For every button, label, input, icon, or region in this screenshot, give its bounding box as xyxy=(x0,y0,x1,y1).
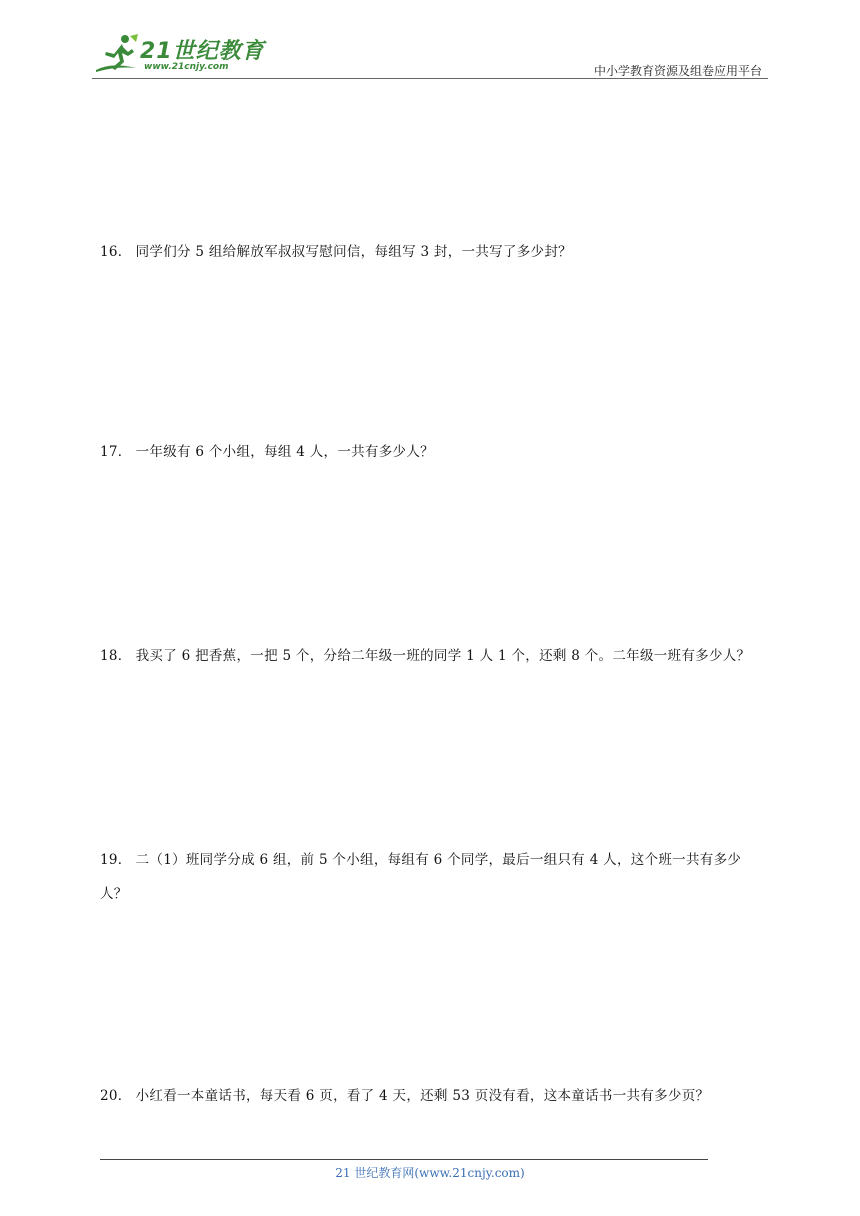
header-divider xyxy=(92,78,768,79)
question-text: 二（1）班同学分成 6 组，前 5 个小组，每组有 6 个同学，最后一组只有 4 人，这个班一共有多少人？ xyxy=(100,852,742,902)
question-17 xyxy=(100,435,765,469)
logo-url: www.21cnjy.com xyxy=(144,62,229,72)
question-number: 17． xyxy=(100,444,132,460)
question-20 xyxy=(100,1079,765,1113)
question-text: 我买了 6 把香蕉，一把 5 个，分给二年级一班的同学 1 人 1 个，还剩 8 个。二年级一班有多少人？ xyxy=(135,648,751,664)
question-text: 同学们分 5 组给解放军叔叔写慰问信，每组写 3 封，一共写了多少封？ xyxy=(135,244,572,260)
footer-divider xyxy=(100,1159,708,1160)
question-number: 19． xyxy=(100,852,132,868)
question-text: 小红看一本童话书，每天看 6 页，看了 4 天，还剩 53 页没有看，这本童话书一共有多少页？ xyxy=(135,1088,710,1104)
question-18 xyxy=(100,639,765,673)
question-16 xyxy=(100,235,765,269)
question-19 xyxy=(100,843,765,911)
question-text: 一年级有 6 个小组，每组 4 人，一共有多少人？ xyxy=(135,444,434,460)
logo-title: 21世纪教育 xyxy=(140,39,265,64)
question-number: 18． xyxy=(100,648,132,664)
runner-logo-icon xyxy=(92,32,142,76)
site-logo[interactable] xyxy=(92,32,265,76)
question-number: 16． xyxy=(100,244,132,260)
page-header xyxy=(92,30,768,80)
footer-link[interactable]: 21 世纪教育网(www.21cnjy.com) xyxy=(335,1166,525,1180)
question-number: 20． xyxy=(100,1088,132,1104)
platform-name: 中小学教育资源及组卷应用平台 xyxy=(593,64,762,78)
